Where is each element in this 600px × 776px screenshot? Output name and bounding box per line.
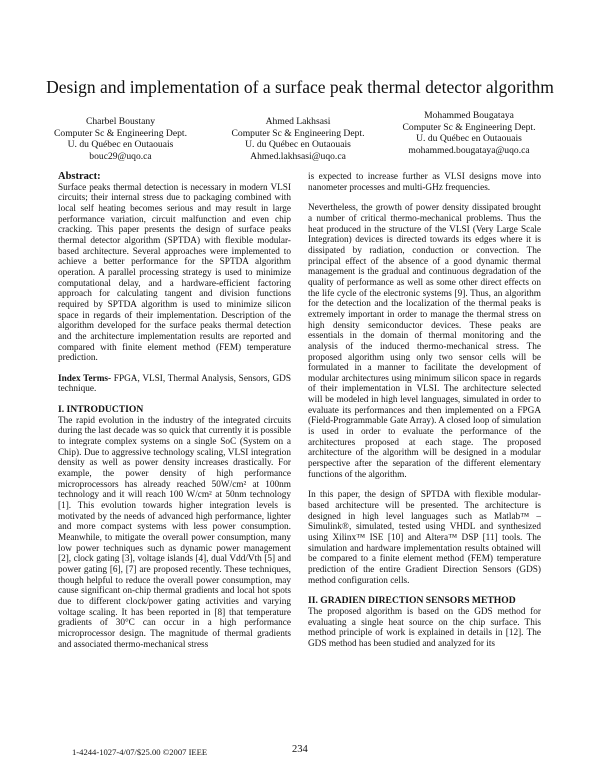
author-email: bouc29@uqo.ca: [89, 150, 152, 162]
section-1-paragraph-1-continued: is expected to increase further as VLSI designs move into nanometer processes and multi-GHz frequencies.: [308, 172, 541, 193]
author-name: Mohammed Bougataya: [424, 110, 514, 121]
author-dept: Computer Sc & Engineering Dept.: [231, 127, 365, 139]
section-2-heading: II. GRADIEN DIRECTION SENSORS METHOD: [308, 595, 516, 607]
abstract-heading: Abstract:: [58, 171, 101, 182]
author-university: U. du Québec en Outaouais: [67, 139, 174, 150]
section-2-paragraph-1: The proposed algorithm is based on the GDS method for evaluating a single heat source on the chip surface. This method principle of work is explained in details in [12]. The GDS method has been studied and analyzed for its: [308, 606, 541, 649]
author-block-2: [218, 116, 378, 162]
index-terms-label: Index Terms-: [58, 373, 112, 384]
author-block-3: [384, 110, 554, 156]
index-terms: [58, 374, 291, 395]
section-1-paragraph-2: Nevertheless, the growth of power density dissipated brought a number of critical thermo-mechanical problems. Thus the heat produced in the structure of the VLSI (Very Large Scale Integration) devices is directed towards its edges where it is dissipated by radiation, conduction or convection. The principal effect of the absence of a good dynamic thermal management is the gradual and continuous degradation of the quality of performance as well as some other direct effects on the life cycle of the electronic systems [9]. Thus, an algorithm for the detection and the localization of the thermal peaks is extremely important in order to manage the thermal stress on high density semiconductor devices. These peaks are essentials in the domain of thermal monitoring and the analysis of the induced thermo-mechanical stress. The proposed algorithm using only two sensor cells will be formulated in a manner to facilitate the development of modular architectures using minimum silicon space in regards of their implementation in VLSI. The architecture selected will be modeled in high level languages, simulated in order to evaluate its performances and then implemented on a FPGA (Field-Programmable Gate Array). A closed loop of simulation is used in order to evaluate the performance of the architectures proposed at each stage. The proposed architecture of the algorithm will be designed in a modular perspective after the separation of the different elementary functions of the algorithm.: [308, 203, 541, 480]
author-dept: Computer Sc & Engineering Dept.: [402, 121, 536, 133]
left-column: [58, 172, 291, 650]
author-email: Ahmed.lakhsasi@uqo.ca: [250, 150, 346, 162]
right-column: [308, 172, 541, 650]
author-dept: Computer Sc & Engineering Dept.: [54, 127, 187, 139]
page-number: 234: [292, 744, 308, 755]
paper-title: Design and implementation of a surface peak thermal detector algorithm: [46, 77, 554, 97]
index-terms-text: FPGA, VLSI, Thermal Analysis, Sensors, GDS technique.: [58, 373, 291, 395]
section-1-paragraph-1: The rapid evolution in the industry of the integrated circuits during the last decade was so quick that currently it is possible to integrate complex systems on a single SoC (System on a Chip). Due to aggressive technology scaling, VLSI integration density as well as power density increases drastically. For example, the power density of high performance microprocessors has already reached 50W/cm² at 100nm technology and it will reach 100 W/cm² at 50nm technology [1]. This evolution towards higher integration levels is motivated by the needs of advanced high performance, lighter and more compact systems with less power consumption. Meanwhile, to mitigate the overall power consumption, many low power techniques such as dynamic power management [2], clock gating [3], voltage islands [4], dual Vdd/Vth [5] and power gating [6], [7] are proposed recently. These techniques, though helpful to reduce the overall power consumption, may cause significant on-chip thermal gradients and local hot spots due to different clock/power gating activities and varying voltage scaling. It has been reported in [8] that temperature gradients of 30°C can occur in a high performance microprocessor design. The magnitude of thermal gradients and associated thermo-mechanical stress: [58, 415, 291, 650]
author-name: Ahmed Lakhsasi: [265, 116, 331, 127]
section-1-paragraph-3: In this paper, the design of SPTDA with flexible modular-based architecture will be presented. The architecture is designed in high level languages such as Matlab™ – Simulink®, simulated, tested using VHDL and synthesized using Xilinx™ ISE [10] and Altera™ DSP [11] tools. The simulation and hardware implementation results obtained will be compared to a finite element method (FEM) temperature prediction of the entire Gradient Direction Sensors (GDS) method configuration cells.: [308, 490, 541, 586]
author-name: Charbel Boustany: [85, 116, 155, 127]
author-university: U. du Québec en Outaouais: [416, 133, 522, 144]
abstract-text: Surface peaks thermal detection is necessary in modern VLSI circuits; their internal stress due to packaging combined with local self heating becomes serious and may result in large performance variation, circuit malfunction and even chip cracking. This paper presents the design of surface peaks thermal detector algorithm (SPTDA) with flexible modular-based architecture. Several approaches were implemented to achieve a better performance for the SPTDA algorithm operation. A parallel processing strategy is used to minimize computational delay, and a hardware-efficient factoring approach for calculating tangent and division functions required by SPTDA algorithm is used to minimize silicon space in regards of their implementation. Description of the algorithm developed for the surface peaks thermal detection and the architecture implementation results are reported and compared with finite element method (FEM) temperature prediction.: [58, 182, 291, 364]
footer-copyright: 1-4244-1027-4/07/$25.00 ©2007 IEEE: [72, 747, 208, 757]
author-block-1: [48, 116, 193, 162]
author-email: mohammed.bougataya@uqo.ca: [408, 144, 530, 156]
author-university: U. du Québec en Outaouais: [245, 139, 351, 150]
section-1-heading: I. INTRODUCTION: [58, 404, 144, 416]
